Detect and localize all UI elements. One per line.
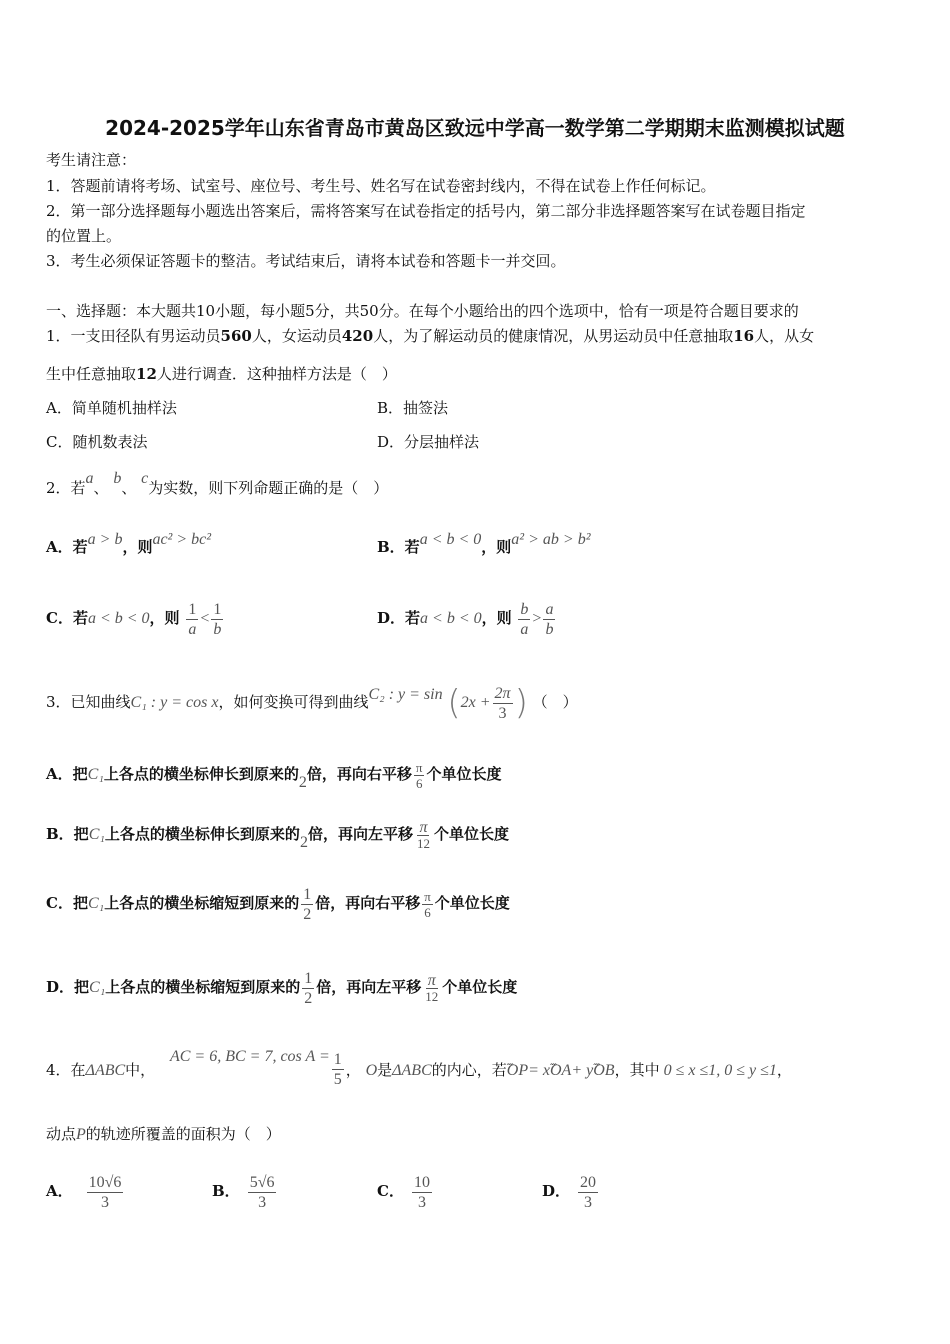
q2-option-b: B．若a < b < 0，则a² > ab > b²: [377, 531, 591, 556]
q4-stem: 4．在ΔABC中， AC = 6, BC = 7, cos A = $\frac{1}{5}$ ， O是ΔABC的内心，若ꞈꞈꞈ OP= xꞈꞈꞈ OA+ yꞈꞈꞈ OB，其中 0 ≤ x ≤1, 0 ≤ y ≤1，: [46, 1038, 792, 1103]
section-heading: 一、选择题：本大题共10小题，每小题5分，共50分。在每个小题给出的四个选项中，恰有一项是符合题目要求的: [46, 302, 799, 320]
notice-item-2: 2．第一部分选择题每小题选出答案后，需将答案写在试卷指定的括号内，第二部分非选择题答案写在试卷题目指定: [46, 202, 806, 220]
fraction-1-over-a: $\frac{1}{a}$: [188, 600, 197, 638]
q1-option-b: B．抽签法: [377, 399, 449, 417]
notice-item-1: 1．答题前请将考场、试室号、座位号、考生号、姓名写在试卷密封线内，不得在试卷上作任何标记。: [46, 177, 716, 195]
page-title: 2024-2025学年山东省青岛市黄岛区致远中学高一数学第二学期期末监测模拟试题: [105, 116, 845, 140]
notice-item-3: 3．考生必须保证答题卡的整洁。考试结束后，请将本试卷和答题卡一并交回。: [46, 252, 566, 270]
q3-option-c: C．把C₁上各点的横坐标缩短到原来的 $\frac{1}{2}$ 倍，再向右平移 $\frac{\pi}{6}$ 个单位长度: [46, 885, 510, 923]
q2-option-d: D．若a < b < 0，则 $\frac{b}{a}$ > $\frac{a}{b}$: [377, 600, 554, 638]
q3-option-b: B．把C₁上各点的横坐标伸长到原来的2倍，再向左平移 $\frac{\pi}{12}$ 个单位长度: [46, 818, 509, 851]
q2-option-c: C．若a < b < 0，则 $\frac{1}{a}$ < $\frac{1}{b}$: [46, 600, 222, 638]
notice-heading: 考生请注意：: [46, 151, 137, 169]
q4-stem-line2: 动点P的轨迹所覆盖的面积为（ ）: [46, 1125, 281, 1143]
q1-option-c: C．随机数表法: [46, 433, 148, 451]
notice-item-2-cont: 的位置上。: [46, 227, 122, 245]
fraction-1-over-b: $\frac{1}{b}$: [213, 600, 222, 638]
q1-stem-line1: 1．一支田径队有男运动员560人，女运动员420人，为了解运动员的健康情况，从男运动员中任意抽取16人，从女: [46, 327, 815, 345]
q3-option-a: A．把C₁上各点的横坐标伸长到原来的2倍，再向右平移 $\frac{\pi}{6}$ 个单位长度: [46, 759, 502, 791]
q4-option-d: D． $\frac{20}{3}$: [542, 1173, 597, 1211]
q3-stem: 3．已知曲线C₁ : y = cos x，如何变换可得到曲线C₂ : y = sin (2x + $\frac{2\pi}{3}$ ) （ ）: [46, 683, 578, 723]
q4-option-c: C． $\frac{10}{3}$: [377, 1173, 430, 1211]
q2-option-a: A．若a > b，则ac² > bc²: [46, 531, 212, 556]
q4-option-b: B． $\frac{5√6}{3}$: [212, 1173, 275, 1211]
q1-option-d: D．分层抽样法: [377, 433, 480, 451]
q4-option-a: A． $\frac{10√6}{3}$: [46, 1173, 122, 1211]
q1-stem-line2: 生中任意抽取12人进行调查．这种抽样方法是（ ）: [46, 365, 397, 383]
fraction-b-over-a: $\frac{b}{a}$: [520, 600, 529, 638]
q1-option-a: A．简单随机抽样法: [46, 399, 177, 417]
q2-stem: 2．若a、 b、 c为实数，则下列命题正确的是（ ）: [46, 470, 389, 497]
q3-option-d: D．把C₁上各点的横坐标缩短到原来的 $\frac{1}{2}$ 倍，再向左平移 $\frac{\pi}{12}$ 个单位长度: [46, 969, 518, 1007]
fraction-2pi-over-3: $\frac{2\pi}{3}$: [494, 684, 511, 722]
fraction-a-over-b: $\frac{a}{b}$: [545, 600, 554, 638]
